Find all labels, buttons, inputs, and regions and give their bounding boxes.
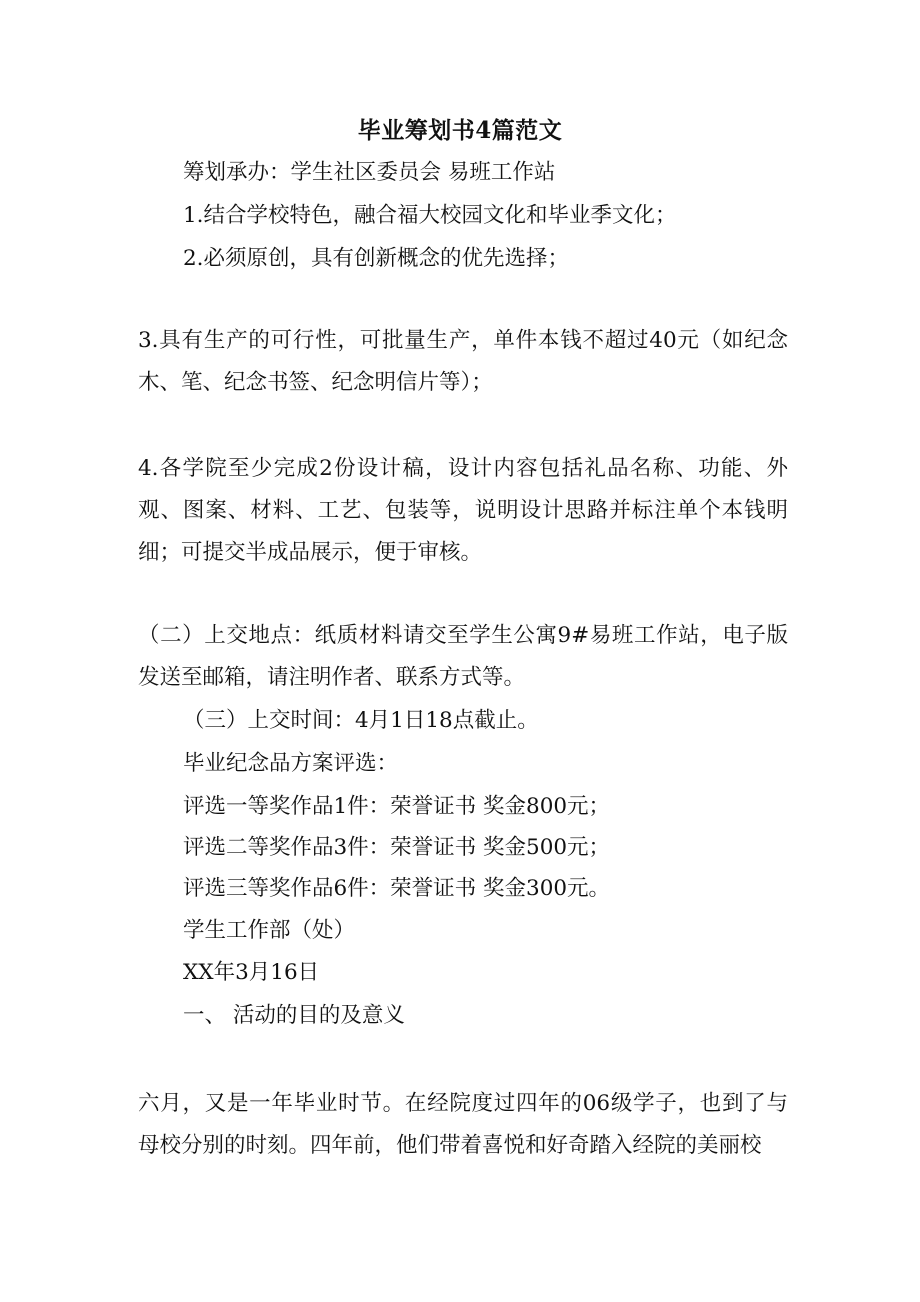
organizer-line: 筹划承办：学生社区委员会 易班工作站 (183, 160, 556, 185)
submission-place: （二）上交地点：纸质材料请交至学生公寓9#易班工作站，电子版发送至邮箱，请注明作者、联系方式等。 (138, 623, 788, 690)
document-title: 毕业筹划书4篇范文 (357, 117, 563, 144)
document-date: XX年3月16日 (183, 960, 320, 985)
selection-heading: 毕业纪念品方案评选： (183, 751, 399, 776)
prize-third: 评选三等奖作品6件：荣誉证书 奖金300元。 (183, 876, 611, 901)
requirement-3: 3.具有生产的可行性，可批量生产，单件本钱不超过40元（如纪念木、笔、纪念书签、纪念明信片等）； (138, 328, 788, 395)
section-heading: 一、 活动的目的及意义 (183, 1003, 405, 1028)
requirement-4: 4.各学院至少完成2份设计稿，设计内容包括礼品名称、功能、外观、图案、材料、工艺、包装等，说明设计思路并标注单个本钱明细；可提交半成品展示，便于审核。 (138, 456, 788, 565)
prize-second: 评选二等奖作品3件：荣誉证书 奖金500元； (183, 835, 611, 860)
requirement-1: 1.结合学校特色，融合福大校园文化和毕业季文化； (183, 203, 677, 228)
department-signature: 学生工作部（处） (183, 918, 356, 943)
prize-first: 评选一等奖作品1件：荣誉证书 奖金800元； (183, 794, 611, 819)
requirement-2: 2.必须原创，具有创新概念的优先选择； (183, 246, 570, 271)
submission-time: （三）上交时间：4月1日18点截止。 (183, 708, 539, 733)
intro-paragraph: 六月，又是一年毕业时节。在经院度过四年的06级学子，也到了与母校分别的时刻。四年前，他们带着喜悦和好奇踏入经院的美丽校 (138, 1091, 788, 1158)
